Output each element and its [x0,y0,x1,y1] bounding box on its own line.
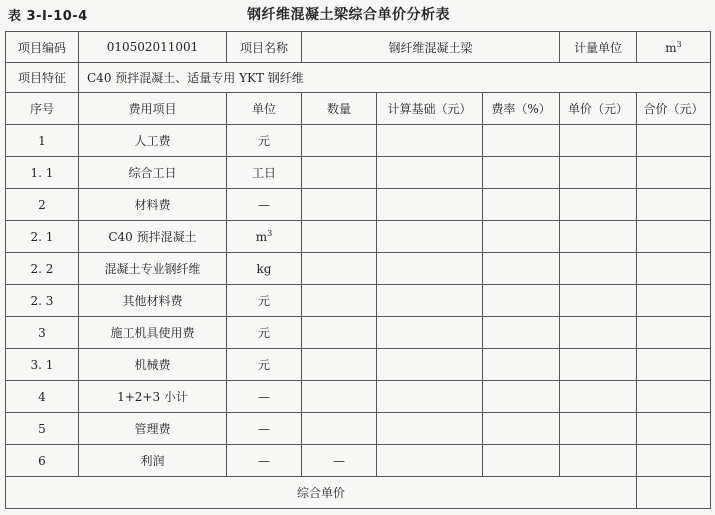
code-value: 010502011001 [79,32,227,63]
row-total [637,221,711,253]
row-number: 2. 2 [6,253,79,285]
unit-value [637,32,711,63]
row-total [637,413,711,445]
row-unit-price [560,413,637,445]
row-number: 5 [6,413,79,445]
table-row [6,253,711,285]
total-label: 综合单价 [6,477,637,509]
row-number: 2 [6,189,79,221]
row-unit-price [560,125,637,157]
header-cell: 数量 [302,93,377,125]
row-total [637,157,711,189]
row-basis [377,285,483,317]
header-cell: 合价（元） [637,93,711,125]
row-basis [377,157,483,189]
row-unit-price [560,349,637,381]
row-item: 其他材料费 [79,285,227,317]
row-total [637,381,711,413]
table-row [6,157,711,189]
project-info-row [6,32,711,63]
row-unit: — [227,381,302,413]
row-basis [377,125,483,157]
row-rate [483,221,560,253]
feature-value: C40 预拌混凝土、适量专用 YKT 钢纤维 [79,63,711,93]
header-cell: 费用项目 [79,93,227,125]
row-unit-price [560,189,637,221]
unit-base: m [665,40,677,55]
row-quantity [302,413,377,445]
row-unit-price [560,445,637,477]
code-label: 项目编码 [6,32,79,63]
header-cell: 单价（元） [560,93,637,125]
row-item: 人工费 [79,125,227,157]
row-rate [483,349,560,381]
row-number: 3 [6,317,79,349]
table-title: 钢纤维混凝土梁综合单价分析表 [247,7,450,23]
row-total [637,317,711,349]
row-quantity [302,189,377,221]
row-item: 管理费 [79,413,227,445]
row-basis [377,445,483,477]
row-rate [483,285,560,317]
row-item: 材料费 [79,189,227,221]
total-row [6,477,711,509]
row-rate [483,413,560,445]
row-number: 3. 1 [6,349,79,381]
header-cell: 单位 [227,93,302,125]
row-item: C40 预拌混凝土 [79,221,227,253]
row-total [637,189,711,221]
table-row [6,445,711,477]
row-number: 4 [6,381,79,413]
row-total [637,285,711,317]
row-unit: 元 [227,285,302,317]
row-number: 1. 1 [6,157,79,189]
table-row [6,349,711,381]
row-item: 综合工日 [79,157,227,189]
row-rate [483,253,560,285]
row-unit-price [560,221,637,253]
row-number: 6 [6,445,79,477]
table-row [6,317,711,349]
row-basis [377,413,483,445]
row-unit-exponent: 3 [267,229,273,238]
row-unit-price [560,317,637,349]
row-rate [483,317,560,349]
row-unit-price [560,157,637,189]
row-total [637,253,711,285]
row-quantity [302,317,377,349]
row-rate [483,157,560,189]
row-rate [483,125,560,157]
row-quantity [302,253,377,285]
row-unit: 元 [227,349,302,381]
row-quantity [302,157,377,189]
unit-exponent: 3 [676,39,682,49]
row-item: 机械费 [79,349,227,381]
row-total [637,125,711,157]
table-row [6,189,711,221]
header-cell: 费率（%） [483,93,560,125]
row-item: 1+2+3 小计 [79,381,227,413]
row-unit [227,221,302,253]
row-unit: 元 [227,125,302,157]
row-quantity [302,349,377,381]
row-number: 1 [6,125,79,157]
row-rate [483,445,560,477]
row-unit: kg [227,253,302,285]
table-caption [0,0,715,28]
table-row [6,381,711,413]
row-unit-price [560,285,637,317]
header-cell: 序号 [6,93,79,125]
row-unit: 元 [227,317,302,349]
row-quantity [302,221,377,253]
table-row [6,221,711,253]
table-number: 表 3-Ⅰ-10-4 [8,9,88,24]
row-basis [377,381,483,413]
header-row [6,93,711,125]
row-quantity [302,381,377,413]
row-basis [377,221,483,253]
feature-label: 项目特征 [6,63,79,93]
unit-price-analysis-table [5,31,711,509]
table-row [6,125,711,157]
row-quantity: — [302,445,377,477]
total-value [637,477,711,509]
row-rate [483,381,560,413]
row-unit: — [227,413,302,445]
row-number: 2. 1 [6,221,79,253]
row-basis [377,349,483,381]
row-unit: — [227,445,302,477]
row-basis [377,253,483,285]
table-row [6,285,711,317]
row-unit-price [560,381,637,413]
row-quantity [302,285,377,317]
name-label: 项目名称 [227,32,302,63]
row-item: 利润 [79,445,227,477]
table-row [6,413,711,445]
row-total [637,349,711,381]
row-rate [483,189,560,221]
row-item: 施工机具使用费 [79,317,227,349]
row-unit-price [560,253,637,285]
name-value: 钢纤维混凝土梁 [302,32,560,63]
row-total [637,445,711,477]
row-basis [377,189,483,221]
row-number: 2. 3 [6,285,79,317]
header-cell: 计算基础（元） [377,93,483,125]
row-unit: 工日 [227,157,302,189]
row-unit-base: m [255,230,268,244]
row-basis [377,317,483,349]
row-unit: — [227,189,302,221]
unit-label: 计量单位 [560,32,637,63]
project-feature-row [6,63,711,93]
row-item: 混凝土专业钢纤维 [79,253,227,285]
row-quantity [302,125,377,157]
